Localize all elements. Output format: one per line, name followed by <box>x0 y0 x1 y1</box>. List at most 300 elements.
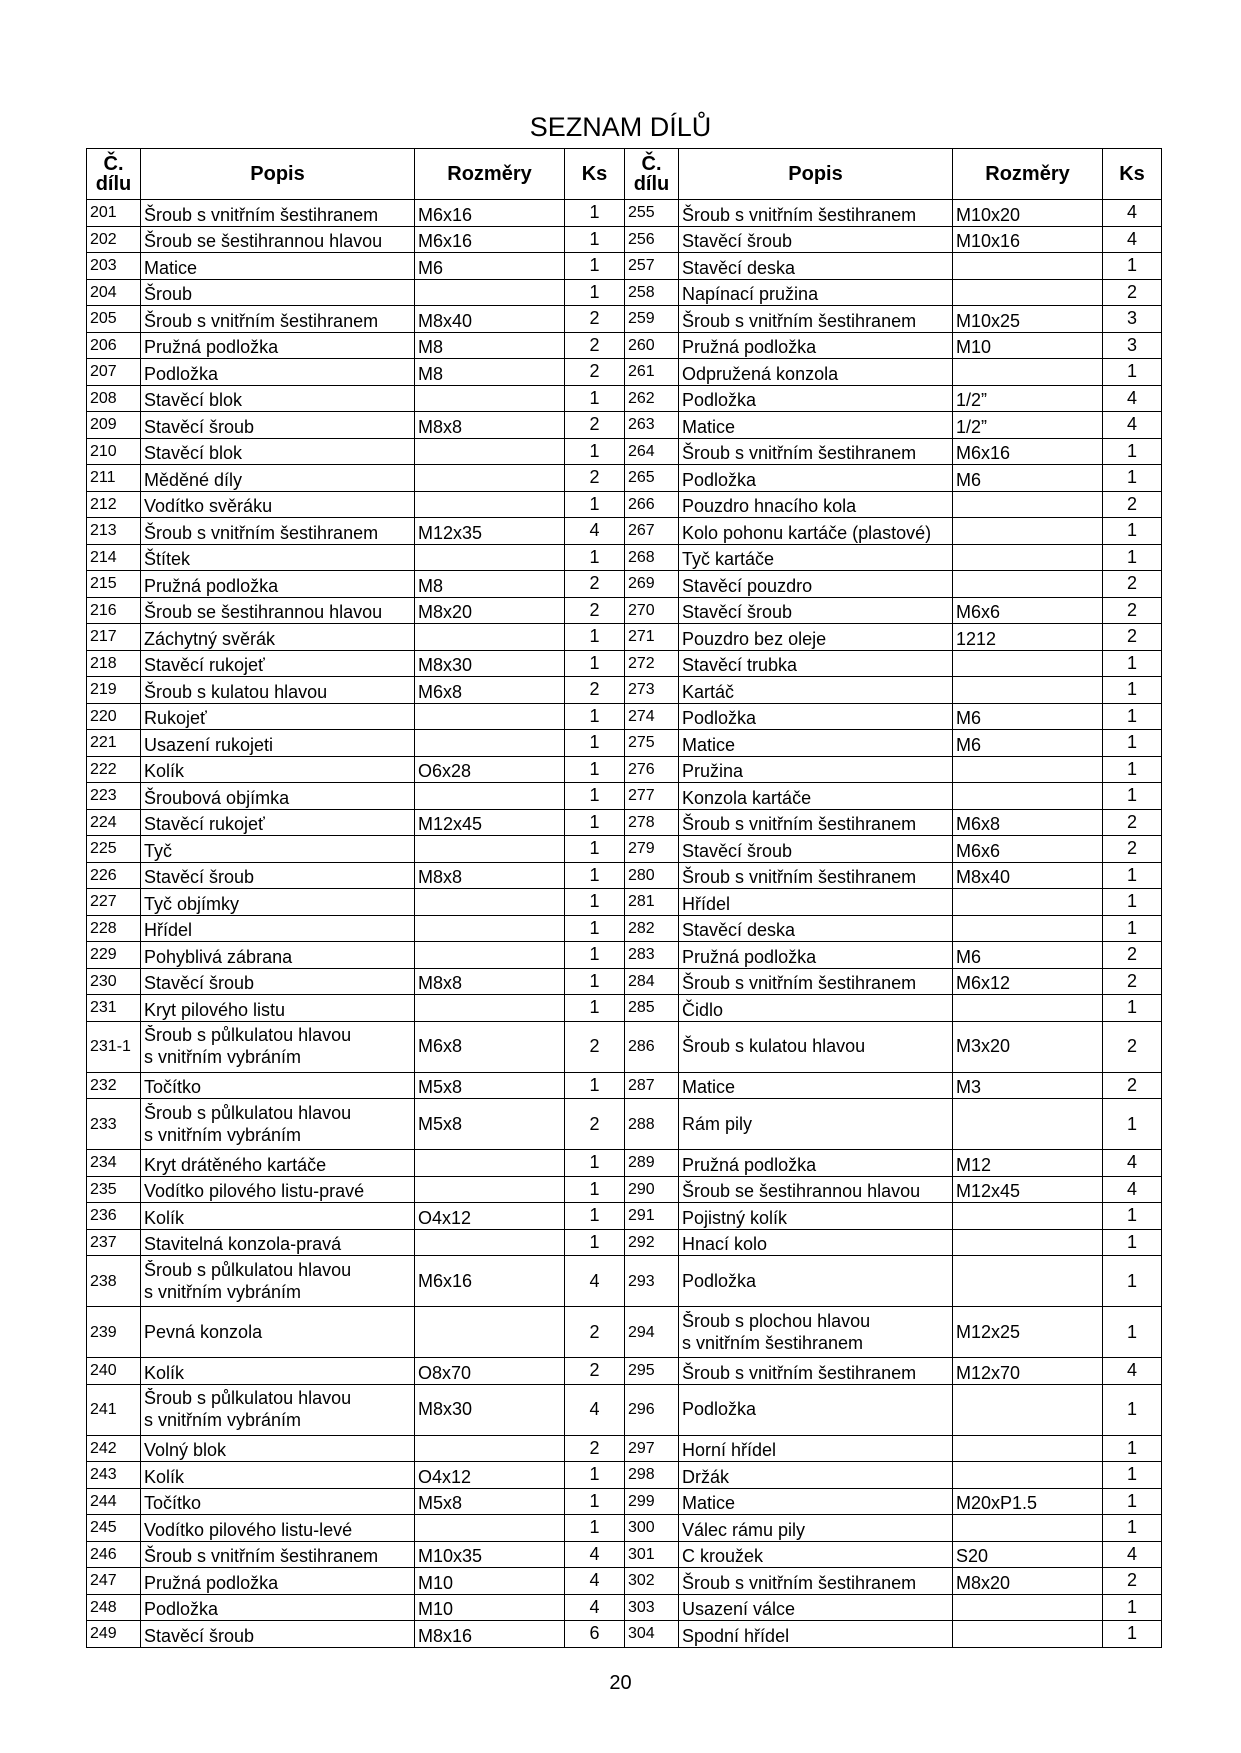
part-number-cell: 262 <box>625 385 679 412</box>
part-number-cell: 245 <box>87 1515 141 1542</box>
description-cell: Štítek <box>141 544 415 571</box>
size-cell <box>415 438 565 465</box>
part-number-cell: 233 <box>87 1099 141 1150</box>
part-number-cell: 278 <box>625 809 679 836</box>
part-number-cell: 288 <box>625 1099 679 1150</box>
quantity-cell: 2 <box>1103 571 1162 598</box>
description-cell: Kolík <box>141 1203 415 1230</box>
description-cell: Šroub <box>141 279 415 306</box>
part-number-cell: 206 <box>87 332 141 359</box>
table-row <box>87 1307 1162 1358</box>
description-cell: C kroužek <box>679 1541 953 1568</box>
quantity-cell: 2 <box>1103 597 1162 624</box>
quantity-cell: 1 <box>1103 1435 1162 1462</box>
part-number-cell: 215 <box>87 571 141 598</box>
description-cell: Vodítko pilového listu-pravé <box>141 1176 415 1203</box>
description-cell: Podložka <box>141 1594 415 1621</box>
table-row <box>87 332 1162 359</box>
description-cell: Šroub s kulatou hlavou <box>141 677 415 704</box>
header-description: Popis <box>679 149 953 200</box>
part-number-cell: 258 <box>625 279 679 306</box>
size-cell: M12 <box>953 1150 1103 1177</box>
description-cell: Stavěcí šroub <box>679 597 953 624</box>
size-cell <box>415 915 565 942</box>
quantity-cell: 2 <box>565 571 625 598</box>
part-number-cell: 203 <box>87 253 141 280</box>
table-row <box>87 518 1162 545</box>
quantity-cell: 1 <box>565 1462 625 1489</box>
description-cell: Pružná podložka <box>679 332 953 359</box>
table-row <box>87 650 1162 677</box>
part-number-cell: 260 <box>625 332 679 359</box>
description-cell: Stavěcí blok <box>141 438 415 465</box>
size-cell: M10 <box>415 1594 565 1621</box>
size-cell <box>415 624 565 651</box>
table-row <box>87 756 1162 783</box>
size-cell: M6x8 <box>415 1021 565 1072</box>
table-row <box>87 1021 1162 1072</box>
part-number-cell: 229 <box>87 942 141 969</box>
table-row <box>87 306 1162 333</box>
size-cell <box>953 1435 1103 1462</box>
table-row <box>87 1541 1162 1568</box>
header-part-number: Č. dílu <box>625 149 679 200</box>
quantity-cell: 1 <box>1103 1384 1162 1435</box>
description-cell: Šroub s vnitřním šestihranem <box>679 200 953 227</box>
part-number-cell: 290 <box>625 1176 679 1203</box>
table-row <box>87 968 1162 995</box>
size-cell: M6x16 <box>953 438 1103 465</box>
size-cell <box>415 703 565 730</box>
size-cell: M6x6 <box>953 836 1103 863</box>
part-number-cell: 298 <box>625 1462 679 1489</box>
description-cell: Hřídel <box>141 915 415 942</box>
part-number-cell: 239 <box>87 1307 141 1358</box>
size-cell <box>953 756 1103 783</box>
description-cell: Kolík <box>141 756 415 783</box>
table-row <box>87 491 1162 518</box>
table-row <box>87 1594 1162 1621</box>
quantity-cell: 2 <box>1103 968 1162 995</box>
quantity-cell: 4 <box>565 1594 625 1621</box>
quantity-cell: 4 <box>1103 1541 1162 1568</box>
description-cell: Matice <box>679 730 953 757</box>
table-header-row <box>87 149 1162 200</box>
size-cell <box>953 1256 1103 1307</box>
part-number-cell: 231-1 <box>87 1021 141 1072</box>
size-cell: M6x8 <box>953 809 1103 836</box>
parts-table <box>86 148 1162 1648</box>
part-number-cell: 282 <box>625 915 679 942</box>
size-cell: M8x8 <box>415 412 565 439</box>
size-cell: M10 <box>415 1568 565 1595</box>
part-number-cell: 259 <box>625 306 679 333</box>
size-cell <box>953 783 1103 810</box>
quantity-cell: 6 <box>565 1621 625 1648</box>
part-number-cell: 247 <box>87 1568 141 1595</box>
description-cell: Pouzdro hnacího kola <box>679 491 953 518</box>
quantity-cell: 1 <box>1103 889 1162 916</box>
description-cell: Šroub s kulatou hlavou <box>679 1021 953 1072</box>
size-cell: M6x16 <box>415 200 565 227</box>
part-number-cell: 296 <box>625 1384 679 1435</box>
table-row <box>87 1256 1162 1307</box>
size-cell: M6 <box>953 942 1103 969</box>
quantity-cell: 1 <box>1103 1203 1162 1230</box>
quantity-cell: 1 <box>565 1203 625 1230</box>
part-number-cell: 275 <box>625 730 679 757</box>
part-number-cell: 269 <box>625 571 679 598</box>
description-cell: Pouzdro bez oleje <box>679 624 953 651</box>
part-number-cell: 248 <box>87 1594 141 1621</box>
quantity-cell: 2 <box>565 332 625 359</box>
size-cell <box>415 465 565 492</box>
description-cell <box>141 1021 415 1072</box>
part-number-cell: 285 <box>625 995 679 1022</box>
description-cell: Podložka <box>679 385 953 412</box>
description-cell: Matice <box>141 253 415 280</box>
description-cell: Šroub s vnitřním šestihranem <box>141 306 415 333</box>
quantity-cell: 1 <box>1103 650 1162 677</box>
description-cell: Kryt pilového listu <box>141 995 415 1022</box>
part-number-cell: 284 <box>625 968 679 995</box>
size-cell: M8x40 <box>415 306 565 333</box>
description-cell: Šroub s vnitřním šestihranem <box>141 1541 415 1568</box>
description-cell: Šroub s vnitřním šestihranem <box>679 306 953 333</box>
quantity-cell: 4 <box>1103 1176 1162 1203</box>
size-cell <box>415 385 565 412</box>
part-number-cell: 202 <box>87 226 141 253</box>
description-cell: Pružina <box>679 756 953 783</box>
quantity-cell: 1 <box>565 1176 625 1203</box>
size-cell: O8x70 <box>415 1358 565 1385</box>
quantity-cell: 4 <box>1103 385 1162 412</box>
quantity-cell: 1 <box>1103 1488 1162 1515</box>
size-cell: M12x25 <box>953 1307 1103 1358</box>
quantity-cell: 1 <box>565 385 625 412</box>
quantity-cell: 1 <box>565 544 625 571</box>
description-cell: Kartáč <box>679 677 953 704</box>
quantity-cell: 1 <box>565 968 625 995</box>
part-number-cell: 204 <box>87 279 141 306</box>
description-cell: Šroub se šestihrannou hlavou <box>679 1176 953 1203</box>
description-line-1: Šroub s půlkulatou hlavou <box>144 1259 352 1280</box>
quantity-cell: 2 <box>1103 1072 1162 1099</box>
part-number-cell: 218 <box>87 650 141 677</box>
size-cell: S20 <box>953 1541 1103 1568</box>
description-cell: Šroub s vnitřním šestihranem <box>679 968 953 995</box>
part-number-cell: 244 <box>87 1488 141 1515</box>
size-cell <box>415 1176 565 1203</box>
description-cell: Podložka <box>679 1384 953 1435</box>
header-quantity: Ks <box>1103 149 1162 200</box>
page-title: SEZNAM DÍLŮ <box>529 112 712 142</box>
table-row <box>87 836 1162 863</box>
part-number-cell: 267 <box>625 518 679 545</box>
table-row <box>87 597 1162 624</box>
size-cell <box>415 889 565 916</box>
description-cell: Šroub s vnitřním šestihranem <box>141 200 415 227</box>
table-row <box>87 385 1162 412</box>
quantity-cell: 2 <box>1103 624 1162 651</box>
part-number-cell: 293 <box>625 1256 679 1307</box>
size-cell: 1212 <box>953 624 1103 651</box>
size-cell: O4x12 <box>415 1462 565 1489</box>
quantity-cell: 1 <box>565 809 625 836</box>
part-number-cell: 281 <box>625 889 679 916</box>
parts-table-body <box>87 200 1162 1648</box>
quantity-cell: 1 <box>565 1488 625 1515</box>
description-cell: Šroub se šestihrannou hlavou <box>141 597 415 624</box>
quantity-cell: 1 <box>565 862 625 889</box>
table-row <box>87 730 1162 757</box>
quantity-cell: 2 <box>565 465 625 492</box>
header-quantity: Ks <box>565 149 625 200</box>
size-cell: 1/2” <box>953 412 1103 439</box>
description-cell: Spodní hřídel <box>679 1621 953 1648</box>
size-cell: M6 <box>953 703 1103 730</box>
part-number-cell: 294 <box>625 1307 679 1358</box>
size-cell: M6x16 <box>415 226 565 253</box>
description-cell: Stavěcí deska <box>679 915 953 942</box>
part-number-cell: 216 <box>87 597 141 624</box>
part-number-cell: 230 <box>87 968 141 995</box>
size-cell: M10 <box>953 332 1103 359</box>
size-cell <box>415 1515 565 1542</box>
description-cell: Stavěcí šroub <box>141 412 415 439</box>
size-cell <box>953 491 1103 518</box>
part-number-cell: 255 <box>625 200 679 227</box>
size-cell <box>415 1229 565 1256</box>
quantity-cell: 4 <box>1103 1358 1162 1385</box>
description-cell: Stavěcí šroub <box>141 1621 415 1648</box>
part-number-cell: 301 <box>625 1541 679 1568</box>
table-row <box>87 1176 1162 1203</box>
description-cell: Šroub s vnitřním šestihranem <box>141 518 415 545</box>
quantity-cell: 1 <box>565 1229 625 1256</box>
size-cell <box>953 359 1103 386</box>
quantity-cell: 1 <box>565 703 625 730</box>
table-row <box>87 942 1162 969</box>
quantity-cell: 1 <box>565 624 625 651</box>
quantity-cell: 1 <box>1103 730 1162 757</box>
part-number-cell: 303 <box>625 1594 679 1621</box>
size-cell: M20xP1.5 <box>953 1488 1103 1515</box>
part-number-cell: 221 <box>87 730 141 757</box>
description-cell: Stavěcí trubka <box>679 650 953 677</box>
quantity-cell: 1 <box>1103 783 1162 810</box>
quantity-cell: 1 <box>565 1150 625 1177</box>
size-cell <box>415 836 565 863</box>
quantity-cell: 1 <box>565 491 625 518</box>
part-number-cell: 295 <box>625 1358 679 1385</box>
part-number-cell: 242 <box>87 1435 141 1462</box>
quantity-cell: 1 <box>565 942 625 969</box>
quantity-cell: 2 <box>565 306 625 333</box>
part-number-cell: 211 <box>87 465 141 492</box>
quantity-cell: 1 <box>1103 1256 1162 1307</box>
size-cell: M8x30 <box>415 1384 565 1435</box>
table-row <box>87 1462 1162 1489</box>
table-row <box>87 889 1162 916</box>
description-cell <box>679 1307 953 1358</box>
size-cell <box>953 915 1103 942</box>
size-cell: M10x25 <box>953 306 1103 333</box>
size-cell: M6 <box>953 730 1103 757</box>
table-row <box>87 1072 1162 1099</box>
size-cell: O6x28 <box>415 756 565 783</box>
size-cell: O4x12 <box>415 1203 565 1230</box>
part-number-cell: 257 <box>625 253 679 280</box>
quantity-cell: 1 <box>1103 253 1162 280</box>
table-row <box>87 465 1162 492</box>
description-line-2: s vnitřním vybráním <box>144 1047 302 1067</box>
description-cell: Vodítko pilového listu-levé <box>141 1515 415 1542</box>
size-cell <box>953 995 1103 1022</box>
table-row <box>87 809 1162 836</box>
description-cell: Podložka <box>141 359 415 386</box>
part-number-cell: 234 <box>87 1150 141 1177</box>
table-row <box>87 995 1162 1022</box>
table-row <box>87 1229 1162 1256</box>
table-row <box>87 862 1162 889</box>
part-number-cell: 220 <box>87 703 141 730</box>
table-row <box>87 1621 1162 1648</box>
size-cell: M6x8 <box>415 677 565 704</box>
part-number-cell: 261 <box>625 359 679 386</box>
part-number-cell: 292 <box>625 1229 679 1256</box>
size-cell: M6 <box>415 253 565 280</box>
quantity-cell: 2 <box>1103 491 1162 518</box>
description-cell: Pružná podložka <box>141 332 415 359</box>
size-cell <box>953 1229 1103 1256</box>
description-cell: Měděné díly <box>141 465 415 492</box>
description-cell: Stavěcí šroub <box>679 226 953 253</box>
table-row <box>87 1488 1162 1515</box>
part-number-cell: 274 <box>625 703 679 730</box>
header-description: Popis <box>141 149 415 200</box>
table-row <box>87 1515 1162 1542</box>
description-line-2: s vnitřním šestihranem <box>682 1332 864 1353</box>
part-number-cell: 213 <box>87 518 141 545</box>
size-cell <box>415 1150 565 1177</box>
size-cell: M6x12 <box>953 968 1103 995</box>
part-number-cell: 201 <box>87 200 141 227</box>
size-cell <box>415 730 565 757</box>
part-number-cell: 223 <box>87 783 141 810</box>
table-row <box>87 544 1162 571</box>
description-cell: Točítko <box>141 1488 415 1515</box>
part-number-cell: 268 <box>625 544 679 571</box>
part-number-cell: 263 <box>625 412 679 439</box>
part-number-cell: 219 <box>87 677 141 704</box>
description-cell: Točítko <box>141 1072 415 1099</box>
part-number-cell: 232 <box>87 1072 141 1099</box>
description-cell: Šroub s vnitřním šestihranem <box>679 862 953 889</box>
quantity-cell: 4 <box>565 1568 625 1595</box>
size-cell <box>415 1435 565 1462</box>
quantity-cell: 2 <box>1103 809 1162 836</box>
size-cell <box>953 1515 1103 1542</box>
description-cell <box>141 1384 415 1435</box>
quantity-cell: 2 <box>565 1099 625 1150</box>
description-cell: Tyč objímky <box>141 889 415 916</box>
description-cell: Pružná podložka <box>141 571 415 598</box>
quantity-cell: 1 <box>565 889 625 916</box>
description-cell: Válec rámu pily <box>679 1515 953 1542</box>
description-cell: Rám pily <box>679 1099 953 1150</box>
quantity-cell: 2 <box>565 1358 625 1385</box>
part-number-cell: 208 <box>87 385 141 412</box>
size-cell: M8x40 <box>953 862 1103 889</box>
size-cell: 1/2” <box>953 385 1103 412</box>
part-number-cell: 238 <box>87 1256 141 1307</box>
table-row <box>87 279 1162 306</box>
description-cell: Stavěcí rukojeť <box>141 809 415 836</box>
part-number-cell: 304 <box>625 1621 679 1648</box>
part-number-cell: 283 <box>625 942 679 969</box>
quantity-cell: 1 <box>1103 465 1162 492</box>
quantity-cell: 2 <box>565 597 625 624</box>
table-row <box>87 412 1162 439</box>
description-cell: Matice <box>679 412 953 439</box>
part-number-cell: 235 <box>87 1176 141 1203</box>
description-cell: Usazení válce <box>679 1594 953 1621</box>
size-cell <box>953 650 1103 677</box>
size-cell: M3x20 <box>953 1021 1103 1072</box>
size-cell: M10x16 <box>953 226 1103 253</box>
size-cell <box>953 1462 1103 1489</box>
description-cell: Tyč kartáče <box>679 544 953 571</box>
size-cell: M5x8 <box>415 1072 565 1099</box>
quantity-cell: 1 <box>1103 677 1162 704</box>
description-cell: Konzola kartáče <box>679 783 953 810</box>
quantity-cell: 2 <box>565 677 625 704</box>
part-number-cell: 212 <box>87 491 141 518</box>
part-number-cell: 210 <box>87 438 141 465</box>
quantity-cell: 1 <box>1103 703 1162 730</box>
description-cell: Stavěcí blok <box>141 385 415 412</box>
table-row <box>87 438 1162 465</box>
size-cell: M10x35 <box>415 1541 565 1568</box>
description-line-1: Šroub s půlkulatou hlavou <box>144 1025 352 1045</box>
size-cell: M8 <box>415 571 565 598</box>
header-size: Rozměry <box>415 149 565 200</box>
part-number-cell: 226 <box>87 862 141 889</box>
part-number-cell: 277 <box>625 783 679 810</box>
part-number-cell: 266 <box>625 491 679 518</box>
description-cell: Hnací kolo <box>679 1229 953 1256</box>
size-cell <box>953 1203 1103 1230</box>
quantity-cell: 2 <box>1103 836 1162 863</box>
table-row <box>87 571 1162 598</box>
quantity-cell: 1 <box>565 253 625 280</box>
description-line-1: Šroub s půlkulatou hlavou <box>144 1388 352 1408</box>
description-cell: Pružná podložka <box>679 942 953 969</box>
quantity-cell: 1 <box>1103 544 1162 571</box>
size-cell: M8 <box>415 359 565 386</box>
table-row <box>87 253 1162 280</box>
table-row <box>87 915 1162 942</box>
part-number-cell: 243 <box>87 1462 141 1489</box>
description-cell: Podložka <box>679 465 953 492</box>
description-line-1: Šroub s půlkulatou hlavou <box>144 1102 352 1123</box>
description-cell: Usazení rukojeti <box>141 730 415 757</box>
part-number-cell: 222 <box>87 756 141 783</box>
part-number-cell: 241 <box>87 1384 141 1435</box>
size-cell: M5x8 <box>415 1488 565 1515</box>
table-row <box>87 1150 1162 1177</box>
